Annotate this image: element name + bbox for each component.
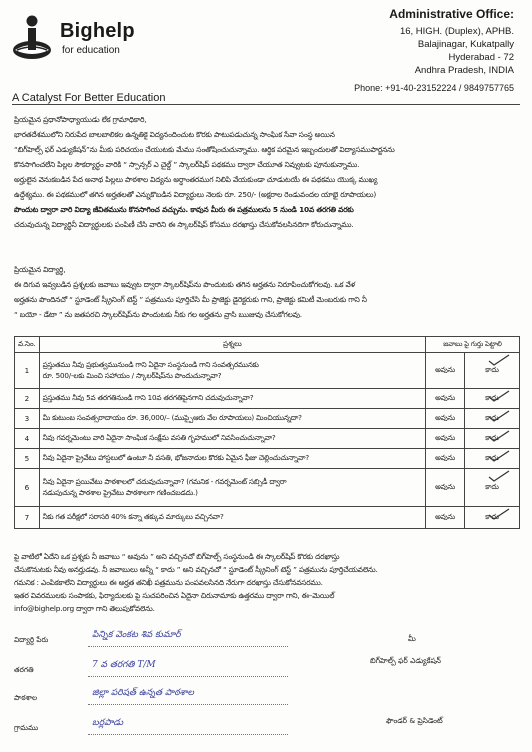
village-value[interactable]: బర్లపాడు	[92, 718, 124, 728]
table-row	[15, 469, 520, 507]
no-label: కాదు	[485, 433, 499, 442]
row-number: 3	[15, 409, 40, 429]
no-label: కాదు	[485, 453, 499, 462]
question-line: మీ కుటుంబ సంవత్సరాదాయం రూ. 36,000/– (ముప్పైఆరు వేల రూపాయలు) మించియున్నదా?	[42, 413, 302, 422]
yes-option[interactable]: అవును	[426, 353, 465, 389]
row-number: 2	[15, 389, 40, 409]
no-option[interactable]	[465, 469, 520, 507]
signature-title: ఫౌండర్ & ప్రెసిడెంట్	[386, 716, 443, 725]
school-label: పాఠశాల	[14, 693, 38, 702]
address-line: Balajinagar, Kukatpally	[417, 39, 514, 50]
village-label: గ్రామము	[14, 723, 39, 732]
name-underline	[88, 646, 288, 647]
no-option[interactable]	[465, 409, 520, 429]
name-value[interactable]: పిన్నిక వెంకట శివ కుమార్	[92, 630, 181, 640]
table-row	[15, 449, 520, 469]
yes-option[interactable]: అవును	[426, 449, 465, 469]
table-row	[15, 389, 520, 409]
school-value[interactable]: జిల్లా పరిషత్ ఉన్నత పాఠశాల	[92, 688, 194, 698]
col-questions: ప్రశ్నలు	[39, 337, 425, 353]
note-line: చేసుకొనుటకు నీవు అనర్హుడవు. నీ జవాబులు అన్నీ “ కాదు ” అని వచ్చినచో “ స్టూడెంట్ స్క్రీనింగ్ టెస్ట్ ” పత్రమును పూర్తిచేయవలెను.	[14, 565, 378, 574]
student-salutation: ప్రియమైన విద్యార్థి,	[14, 265, 66, 274]
letter-line: పొందుట ద్వారా వారి విద్యా జీవితమును కొనసాగించ వచ్చును. కావున మీరు ఈ పత్రములను 5 నుండి 10వ తరగతి వరకు	[14, 205, 354, 214]
office-address	[334, 8, 514, 77]
question-text	[39, 353, 425, 389]
tagline: A Catalyst For Better Education	[12, 92, 166, 104]
student-intro	[14, 262, 520, 322]
table-row	[15, 507, 520, 529]
row-number: 7	[15, 507, 40, 529]
letter-line: చదువుచున్న విద్యార్థినీ విద్యార్థులకు పంపిణీ చేసి వారిని ఈ స్కాలర్‌షిప్ కోసము దరఖాస్తు చేసుకోవలసినదిగా కోరుచున్నాము.	[14, 220, 354, 229]
no-label: కాదు	[485, 413, 499, 422]
letter-line: కొనసాగించలేని పిల్లల సౌకర్యార్థం వారికి “ స్పాన్సర్ ఎ చైల్డ్ ” స్కాలర్‌షిప్ పథకము ద్వారా చేయూత నివ్వుటకు పూనుకున్నాము.	[14, 160, 360, 169]
brand-subtitle: for education	[62, 45, 120, 56]
notes-block	[14, 550, 520, 615]
class-label: తరగతి	[14, 665, 34, 674]
question-line: నీవు గవర్నమెంటు వారి ఏదైనా సాంఘిక సంక్షేమ వసతి గృహములో నివసించుచున్నావా?	[42, 433, 276, 442]
salutation: ప్రియమైన ప్రధానోపాధ్యాయుడు లేక గ్రామాధికారి,	[14, 115, 147, 124]
row-number: 6	[15, 469, 40, 507]
class-value[interactable]: 7 వ తరగతి T/M	[92, 660, 156, 670]
table-header-row	[15, 337, 520, 353]
office-phone: Phone: +91-40-23152224 / 9849757765	[354, 83, 514, 93]
class-underline	[88, 676, 288, 677]
yes-option[interactable]: అవును	[426, 429, 465, 449]
question-text	[39, 429, 425, 449]
letter-line: “బిగ్‌హెల్ప్ ఫర్ ఎడ్యుకేషన్”ను మీకు పరిచయం చేయుటకు మేము సంతోషించుచున్నాము. ఆర్థిక పరమైన ఇబ్బందులతో విద్యాసముపార్జనను	[14, 145, 395, 154]
address-line: 16, HIGH. (Duplex), APHB.	[399, 26, 514, 37]
note-line: గమనిక : ఎంపికకాలేని విద్యార్థులు ఈ అర్హత తనిఖీ పత్రమును పంపవలసినది నేరుగా దరఖాస్తు చేసుకోనవసరము.	[14, 578, 323, 587]
address-line: Hyderabad - 72	[448, 52, 514, 63]
no-label: కాదు	[485, 512, 499, 521]
question-line: నడుపుచున్న పాఠశాల ప్రైవేటు పాఠశాలగా గణించబడదు.)	[42, 487, 198, 497]
no-label: కాదు	[485, 482, 499, 491]
bighelp-logo-icon	[12, 14, 52, 62]
table-row	[15, 353, 520, 389]
checkmark-icon	[487, 450, 511, 462]
checkmark-icon	[487, 390, 511, 402]
student-line: అర్హతను పొందినచో “ స్టూడెంట్ స్క్రీనింగ్ టెస్ట్ ” పత్రమును పూర్తిచేసి మీ ప్రాజెక్టు డైరెక్టరుకు గాని, ప్రాజెక్టు కమిటీ మెంబరుకు గాని నీ	[14, 295, 367, 304]
yes-option[interactable]: అవును	[426, 389, 465, 409]
yes-option[interactable]: అవును	[426, 409, 465, 429]
question-text	[39, 449, 425, 469]
note-line: పై వాటిలో ఏదేని ఒక ప్రశ్నకు నీ జవాబు “ అవును ” అని వచ్చినచో బిగ్‌హెల్ప్ సంస్థనుండి ఈ స్కాలర్‌షిప్ కొరకు దరఖాస్తు	[14, 552, 340, 561]
question-text	[39, 469, 425, 507]
question-line: ప్రస్తుతము నీవు ప్రభుత్వమునుండి గాని ఏదైనా సంస్థనుండి గాని సంవత్సరమునకు	[42, 359, 259, 369]
no-option[interactable]	[465, 353, 520, 389]
yes-option[interactable]: అవును	[426, 507, 465, 529]
checkmark-icon	[487, 410, 511, 422]
village-underline	[88, 734, 288, 735]
letter-line: అర్హులైన వెనుకబడిన పేద అనాథ పిల్లలు పాఠశాల విద్యను అర్థాంతరముగ నిలిపి వేయకుండా చూడుటయే ఈ పథకము యొక్క ముఖ్య	[14, 175, 378, 184]
school-underline	[88, 704, 288, 705]
checkmark-icon	[487, 430, 511, 442]
checkmark-icon	[487, 470, 511, 482]
question-line: నీవు ఏదైనా ప్రైవేటు హాస్టలులో ఉంటూ నీ వసతి, భోజనాదుల కొరకు ఏమైన ఫీజు చెల్లించుచున్నావా?	[42, 453, 309, 462]
letter-intro	[14, 112, 520, 232]
student-line: “ బయో - డేటా ” ను జతపరచి స్కాలర్‌షిప్‌ను పొందుటకు నీకు గల అర్హతను వ్రాసి ఋజువు చేసుకోగలవు.	[14, 310, 302, 319]
student-line: ఈ దిగువ ఇవ్వబడిన ప్రశ్నలకు జవాబు ఇవ్వుట ద్వారా స్కాలర్‌షిప్‌ను పొందుటకు తగిన అర్హతను నిరూపించుకోగలవు. ఒక వేళ	[14, 280, 356, 289]
signature-salutation: మీ	[408, 634, 416, 643]
col-answer: జవాబు పై గుర్తు పెట్టాలి	[426, 337, 520, 353]
checkmark-icon	[487, 354, 511, 366]
no-option[interactable]	[465, 389, 520, 409]
question-line: ప్రస్తుతము నీవు 5వ తరగతినుండి గాని 10వ తరగతిపైనగాని చదువుచున్నావా?	[42, 393, 254, 402]
table-row	[15, 429, 520, 449]
table-row	[15, 409, 520, 429]
no-label: కాదు	[485, 365, 499, 374]
no-option[interactable]	[465, 449, 520, 469]
letter-line: భారతదేశములోని నిరుపేద బాలబాలికల ఉన్నతికై విద్యనందించుట కొరకు పాటుపడుచున్న సాంఘిక సేవా సంస్థ అయిన	[14, 130, 335, 139]
office-title: Administrative Office:	[389, 7, 514, 21]
questions-table	[14, 336, 520, 529]
address-line: Andhra Pradesh, INDIA	[414, 65, 514, 76]
checkmark-icon	[487, 508, 511, 520]
no-option[interactable]	[465, 429, 520, 449]
row-number: 1	[15, 353, 40, 389]
name-label: విద్యార్థి పేరు	[14, 635, 49, 644]
yes-option[interactable]: అవును	[426, 469, 465, 507]
row-number: 4	[15, 429, 40, 449]
col-serial: వ.సెం.	[15, 337, 40, 353]
letter-line: ఉద్దేశ్యము. ఈ పథకములో తగిన అర్హతలతో ఎన్నుకొబడిన విద్యార్థులు నెలకు రూ. 250/- (అక్షరాల రెండువందల యాభై రూపాయలు)	[14, 190, 377, 199]
row-number: 5	[15, 449, 40, 469]
question-line: నీకు గత పరీక్షలో సరాసరి 40% కన్నా తక్కువ మార్కులు వచ్చినవా?	[42, 512, 224, 521]
note-line: info@bighelp.org ద్వారా గాని తెలుపుకోవలెను.	[14, 604, 155, 613]
question-line: రూ. 500/-లకు మించి సహాయం / స్కాలర్‌షిప్‌ను పొందుచున్నావా?	[42, 370, 222, 380]
brand-name: Bighelp	[60, 20, 135, 42]
question-line: నీవు ఏదైనా ప్రయివేటు పాఠశాలలో చదువుచున్నావా? (గమనిక - గవర్నమెంట్ సబ్సిడీ ద్వారా	[42, 476, 287, 486]
question-text	[39, 409, 425, 429]
header-divider	[12, 104, 520, 105]
no-option[interactable]	[465, 507, 520, 529]
note-line: ఇతర వివరములకు సంపాకకు, ఫిర్యాదులకు పై సుచపరించిన ఏదైనా చిరునామాకు ఉత్తరము ద్వారా గాని, ఈ–మెయిల్	[14, 591, 335, 600]
question-text	[39, 507, 425, 529]
question-text	[39, 389, 425, 409]
signature-org: బిగ్‌హెల్ప్ ఫర్ ఎడ్యుకేషన్	[370, 656, 441, 665]
no-label: కాదు	[485, 393, 499, 402]
